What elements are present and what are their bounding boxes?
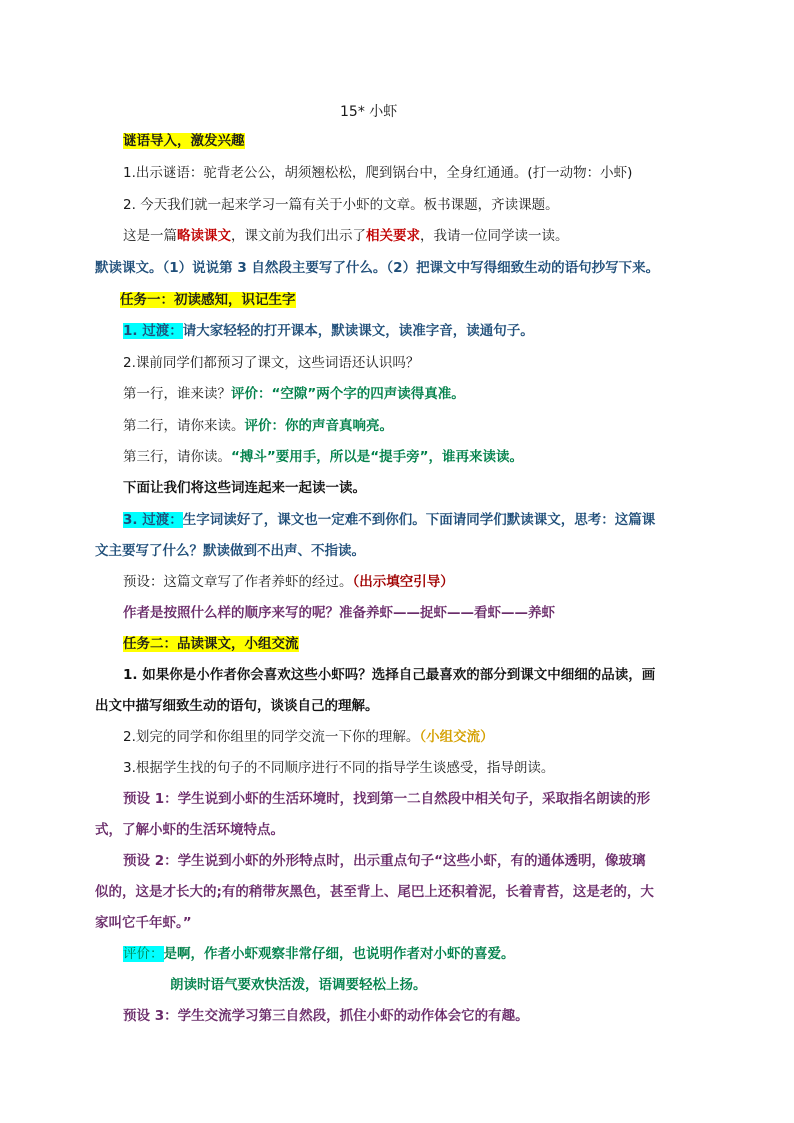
paragraph-line [123,727,494,747]
text-run: 请大家轻轻的打开课本，默读课文，读准字音，读通句子。 [182,323,534,339]
text-run: 2. 今天我们就一起来学习一篇有关于小虾的文章。板书课题，齐读课题。 [123,197,559,213]
requirement-line [95,258,659,278]
page-title: 15* 小虾 [340,104,398,120]
text-run: 默读课文。（1）说说第 3 自然段主要写了什么。（2）把课文中写得细致生动的语句抄写下来。 [95,260,660,276]
text-run: 出文中描写细致生动的语句，谈谈自己的理解。 [95,698,379,714]
paragraph-line [123,572,454,592]
paragraph-line [95,820,284,840]
paragraph-line [95,913,192,933]
highlight-label: 3. 过渡： [123,512,183,528]
text-run: 文主要写了什么？默读做到不出声、不指读。 [95,543,365,559]
text-run: ，课文前为我们出示了 [231,228,366,244]
section-heading-intro [123,131,245,151]
text-run: 1. 如果你是小作者你会喜欢这些小虾吗？选择自己最喜欢的部分到课文中细细的品读，画 [123,667,656,683]
text-run: 下面让我们将这些词连起来一起读一读。 [123,480,366,496]
paragraph-line [123,416,393,436]
text-run: 预设 3：学生交流学习第三自然段，抓住小虾的动作体会它的有趣。 [123,1008,529,1024]
paragraph-line [123,195,559,215]
highlight-label: 1. 过渡： [123,323,183,339]
paragraph-line [123,163,632,183]
paragraph-line [95,882,654,902]
emphasis-text: 相关要求 [366,228,420,244]
paragraph-line [123,226,569,246]
evaluation-text: 是啊，作者小虾观察非常仔细，也说明作者对小虾的喜爱。 [163,946,515,962]
text-run: 第三行，请你读。 [123,449,231,465]
paragraph-line [123,603,555,623]
text-run: 这是一篇 [123,228,177,244]
text-run: 生字词读好了，课文也一定难不到你们。下面请同学们默读课文，思考：这篇课 [182,512,656,528]
text-run: ，我请一位同学读一读。 [420,228,569,244]
paragraph-line [123,944,515,964]
text-run: 预设 2：学生说到小虾的外形特点时，出示重点句子“这些小虾，有的通体透明，像玻璃 [123,853,646,869]
highlight-label: 评价： [123,946,164,962]
paragraph-line [95,696,379,716]
text-run: 作者是按照什么样的顺序来写的呢？准备养虾——捉虾——看虾——养虾 [123,605,555,621]
paragraph-line [123,665,655,685]
paragraph-line [123,1006,529,1026]
text-run: 式，了解小虾的生活环境特点。 [95,822,284,838]
paragraph-line [123,321,534,341]
text-run: 家叫它千年虾。” [95,915,192,931]
text-run: 朗读时语气要欢快活泼，语调要轻松上扬。 [170,977,427,993]
evaluation-text: 评价：你的声音真响亮。 [244,418,393,434]
evaluation-text: 评价：“空隙”两个字的四声读得真准。 [231,386,465,402]
text-run: 1.出示谜语：驼背老公公，胡须翘松松，爬到锅台中，全身红通通。(打一动物：小虾) [123,165,633,181]
text-run: 2.课前同学们都预习了课文，这些词语还认识吗？ [123,355,420,371]
paragraph-line [95,541,365,561]
emphasis-text: （出示填空引导） [352,574,454,590]
paragraph-line [123,758,554,778]
text-run: 第一行，谁来读？ [123,386,231,402]
highlight-text: 谜语导入，激发兴趣 [123,133,245,149]
text-run: 3.根据学生找的句子的不同顺序进行不同的指导学生谈感受，指导朗读。 [123,760,555,776]
text-run: 第二行，请你来读。 [123,418,245,434]
section-heading-task2 [123,634,299,654]
emphasis-text: （小组交流） [419,729,494,745]
paragraph-line [123,353,419,373]
paragraph-line [123,447,523,467]
paragraph-line [123,789,650,809]
paragraph-line [123,384,465,404]
paragraph-line [123,510,655,530]
text-run: 预设：这篇文章写了作者养虾的经过。 [123,574,353,590]
emphasis-text: 略读课文 [177,228,231,244]
paragraph-line [170,975,427,995]
section-heading-task1 [120,290,296,310]
text-run: 2.划完的同学和你组里的同学交流一下你的理解。 [123,729,420,745]
text-run: 似的，这是才长大的;有的稍带灰黑色，甚至背上、尾巴上还积着泥，长着青苔，这是老的，大 [95,884,654,900]
text-run: 预设 1：学生说到小虾的生活环境时，找到第一二自然段中相关句子，采取指名朗读的形 [123,791,651,807]
paragraph-line [123,851,645,871]
highlight-text: 任务一：初读感知，识记生字 [120,292,296,308]
highlight-text: 任务二：品读课文，小组交流 [123,636,299,652]
paragraph-line [123,478,366,498]
evaluation-text: “搏斗”要用手，所以是“提手旁”，谁再来读读。 [231,449,523,465]
